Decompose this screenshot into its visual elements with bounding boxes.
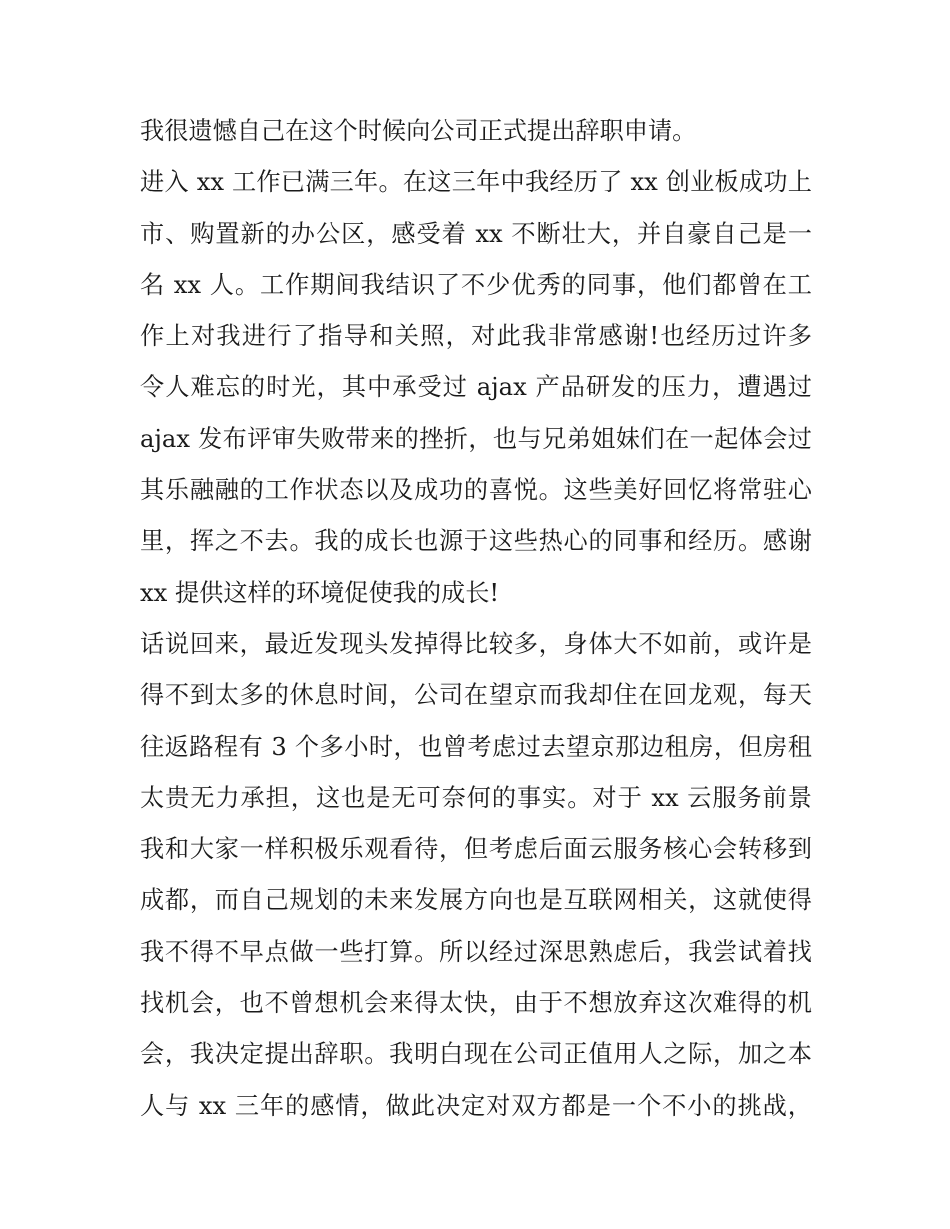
- document-body: [140, 106, 812, 1132]
- paragraph-3-line-1: 话说回来，最近发现头发掉得比较多，身体大不如前，或许是: [140, 629, 812, 658]
- paragraph-3-line-6: 成都，而自己规划的未来发展方向也是互联网相关，这就使得: [140, 886, 812, 915]
- paragraph-3-line-9: 会，我决定提出辞职。我明白现在公司正值用人之际，加之本: [140, 1040, 812, 1069]
- paragraph-2-line-1: 进入 xx 工作已满三年。在这三年中我经历了 xx 创业板成功上: [140, 168, 812, 197]
- paragraph-2-line-7: 其乐融融的工作状态以及成功的喜悦。这些美好回忆将常驻心: [140, 476, 812, 505]
- paragraph-3-line-10: 人与 xx 三年的感情，做此决定对双方都是一个不小的挑战，: [140, 1091, 812, 1120]
- paragraph-2-line-8: 里，挥之不去。我的成长也源于这些热心的同事和经历。感谢: [140, 527, 812, 556]
- paragraph-3-line-2: 得不到太多的休息时间，公司在望京而我却住在回龙观，每天: [140, 681, 812, 710]
- paragraph-1-line-1: 我很遗憾自己在这个时候向公司正式提出辞职申请。: [140, 117, 697, 145]
- paragraph-3-line-3: 往返路程有 3 个多小时，也曾考虑过去望京那边租房，但房租: [140, 732, 812, 761]
- paragraph-2-line-3: 名 xx 人。工作期间我结识了不少优秀的同事，他们都曾在工: [140, 270, 812, 299]
- paragraph-2-line-5: 令人难忘的时光，其中承受过 ajax 产品研发的压力，遭遇过: [140, 373, 812, 402]
- paragraph-2-line-9: xx 提供这样的环境促使我的成长!: [140, 578, 500, 607]
- paragraph-3-line-4: 太贵无力承担，这也是无可奈何的事实。对于 xx 云服务前景: [140, 783, 812, 812]
- paragraph-2-line-6: ajax 发布评审失败带来的挫折，也与兄弟姐妹们在一起体会过: [140, 424, 812, 453]
- paragraph-2-line-4: 作上对我进行了指导和关照，对此我非常感谢!也经历过许多: [140, 322, 812, 351]
- paragraph-3-line-7: 我不得不早点做一些打算。所以经过深思熟虑后，我尝试着找: [140, 937, 812, 966]
- paragraph-3-line-5: 我和大家一样积极乐观看待，但考虑后面云服务核心会转移到: [140, 835, 812, 864]
- paragraph-2-line-2: 市、购置新的办公区，感受着 xx 不断壮大，并自豪自己是一: [140, 219, 812, 248]
- paragraph-3-line-8: 找机会，也不曾想机会来得太快，由于不想放弃这次难得的机: [140, 989, 812, 1018]
